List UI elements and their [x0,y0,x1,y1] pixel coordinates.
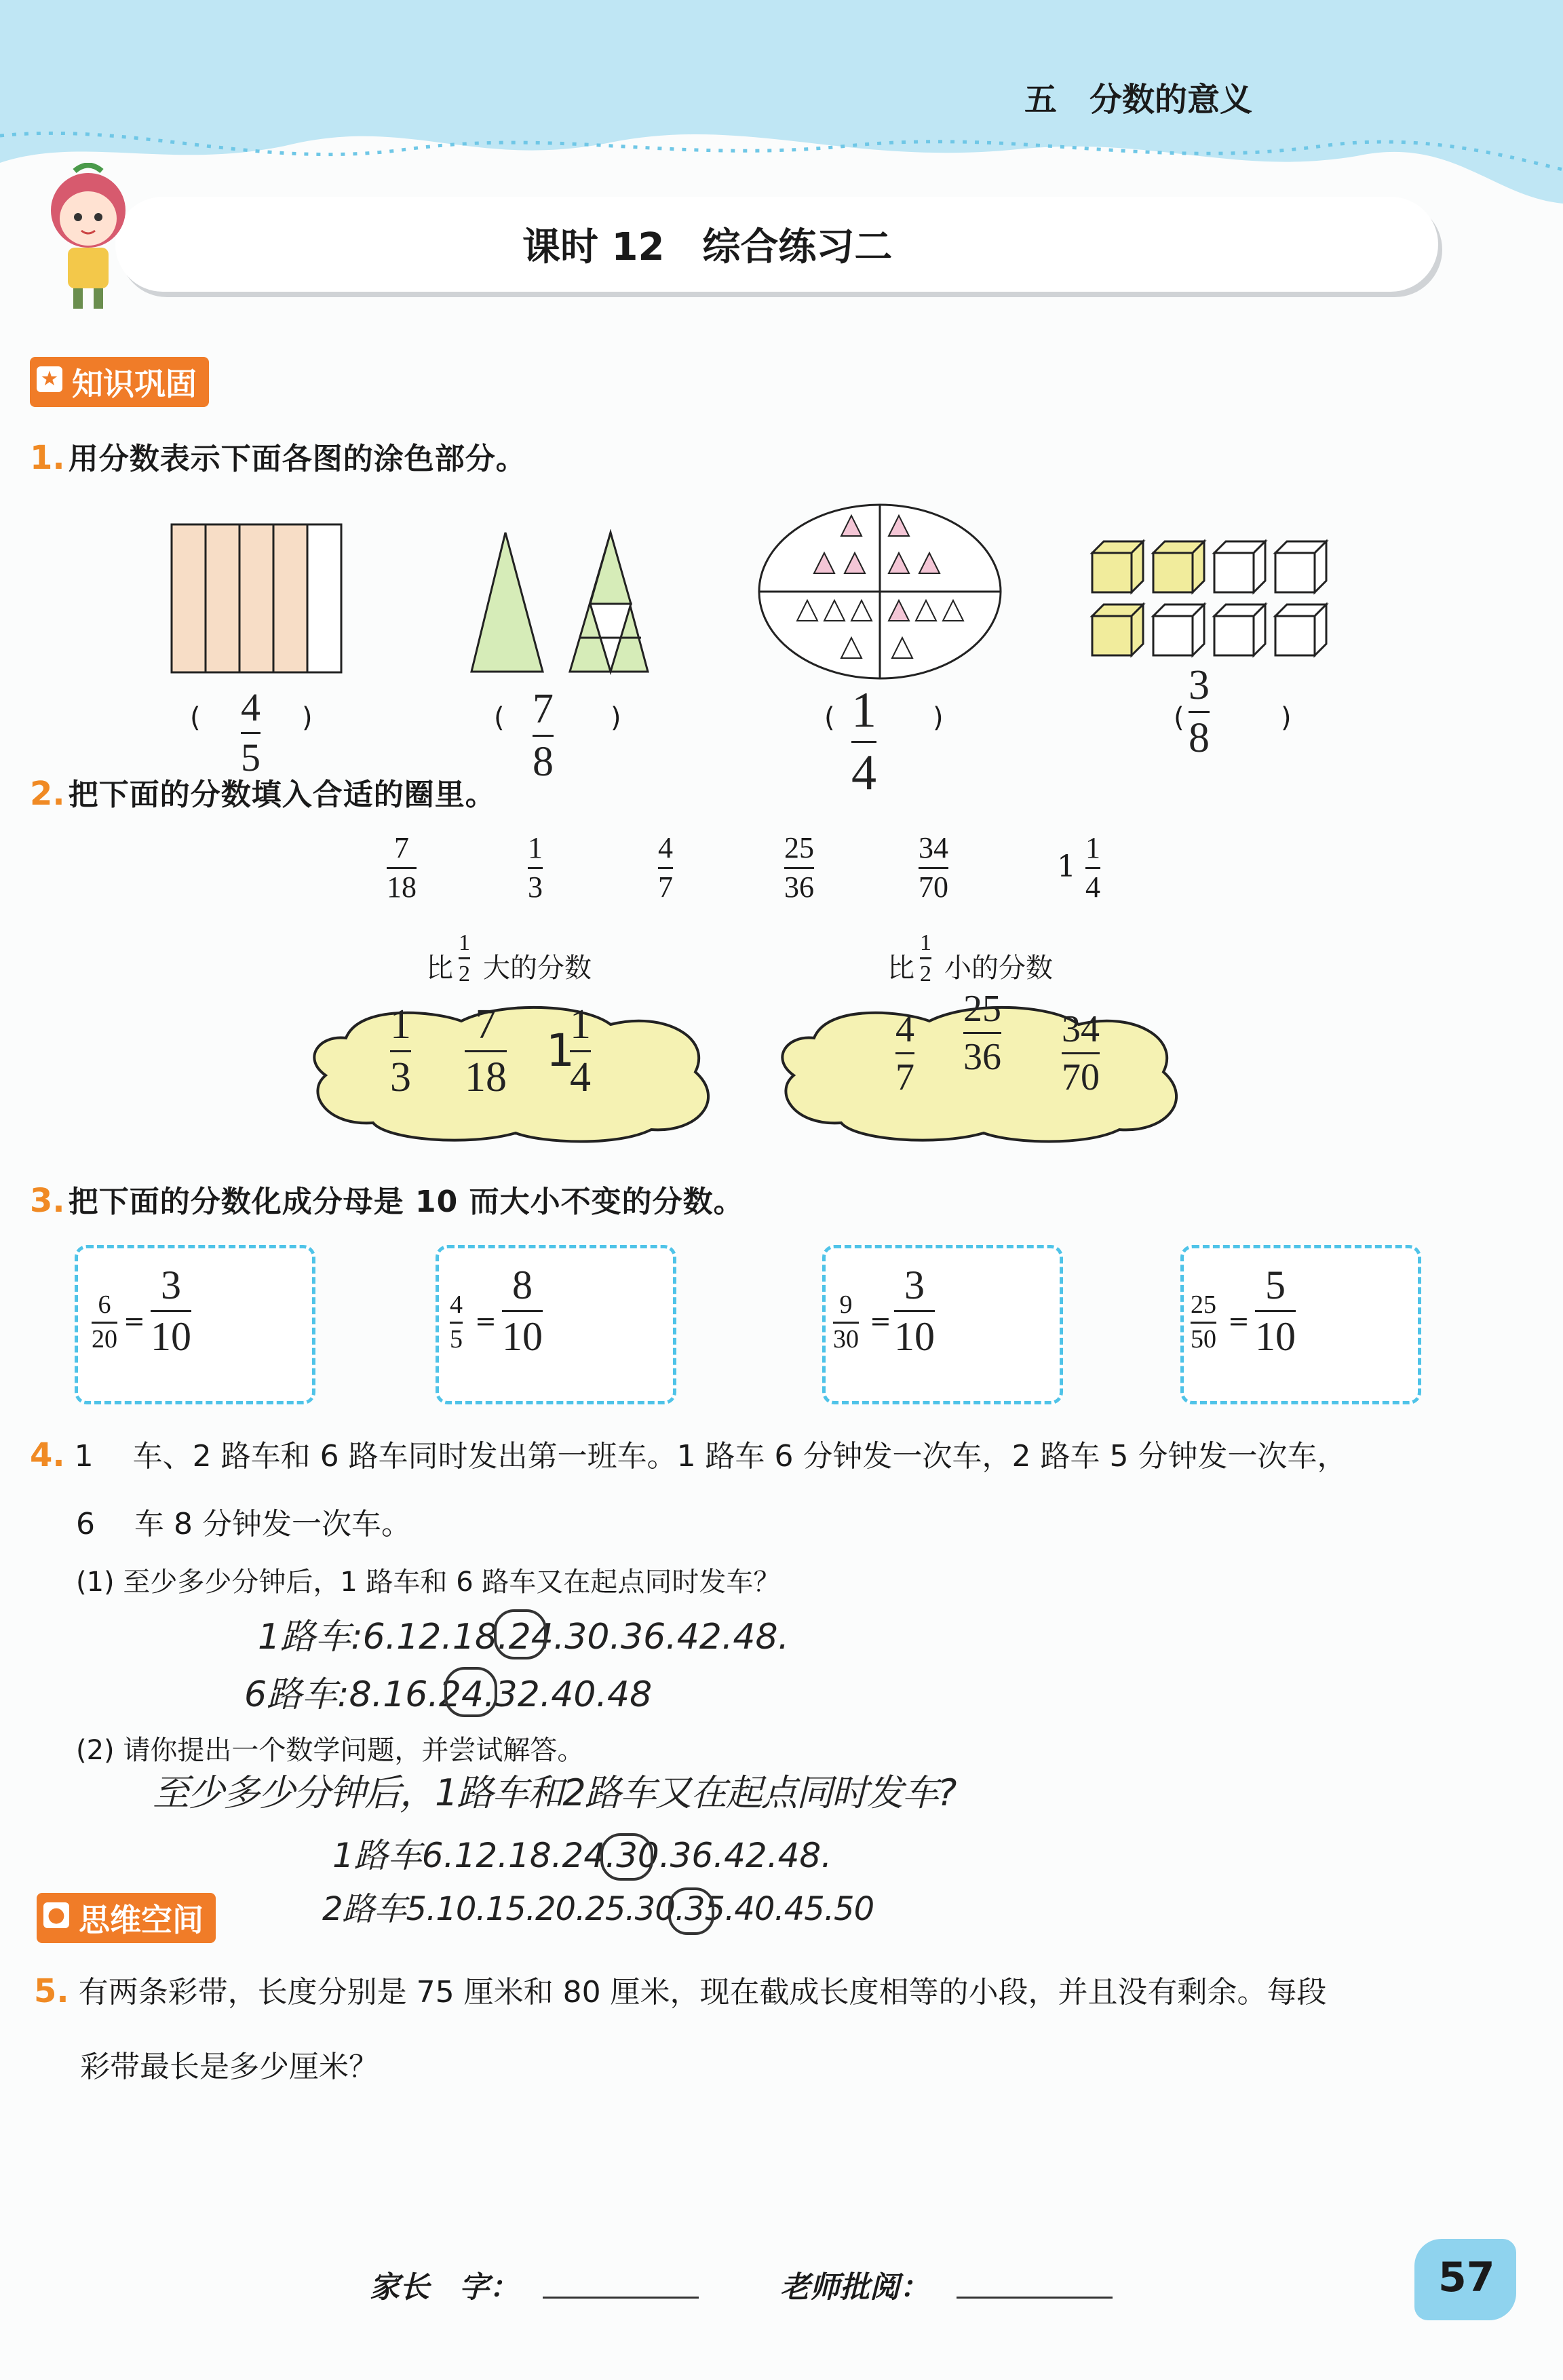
mascot-icon [47,163,129,312]
question-text: 把下面的分数化成分母是 10 而大小不变的分数。 [68,1185,744,1219]
circled-answer [600,1833,653,1881]
question-text-line-1: 有两条彩带，长度分别是 75 厘米和 80 厘米，现在截成长度相等的小段，并且没有剩余。每段 [78,1975,1327,2010]
answer-1-paren: ( [190,702,201,733]
lesson-title: 课时 12 综合练习二 [522,225,893,269]
question-4 [30,1432,1347,1475]
equals-sign: = [870,1306,891,1336]
unit-title: 五 分数的意义 [1024,81,1253,119]
work-line: 1路车6.12.18.24.30.36.42.48. [332,1836,832,1875]
parent-signature-line[interactable] [543,2297,699,2299]
question-number: 1. [30,439,65,477]
cloud-left-label-post: 大的分数 [483,953,592,984]
given-fraction: 6 20 [92,1290,117,1354]
fraction-item: 1 3 [528,831,543,904]
given-fraction: 9 30 [833,1290,859,1354]
work-line: 6路车:8.16.24.32.40.48 [244,1674,653,1715]
cloud-left-answer-whole: 1 [546,1024,575,1077]
section-badge-thinking: ● 思维空间 [37,1893,216,1943]
equals-sign: = [475,1306,497,1336]
cloud-left-answer: 1 4 [570,1001,591,1101]
cloud-right-answer: 4 7 [895,1008,914,1099]
answer-2-paren: ( [494,702,505,733]
half-fraction: 1 2 [459,930,470,987]
mixed-whole: 1 [1057,849,1076,884]
question-text: 用分数表示下面各图的涂色部分。 [68,442,526,476]
question-number: 4. [30,1436,65,1474]
cloud-right-label-post: 小的分数 [944,953,1053,984]
question-text: 把下面的分数填入合适的圈里。 [68,778,496,812]
equals-sign: = [123,1306,145,1336]
cloud-right-answer: 25 36 [963,988,1001,1079]
fraction-item: 7 18 [387,831,417,904]
page-number: 57 [1438,2254,1495,2301]
section-badge-knowledge: ★ 知识巩固 [30,357,209,407]
subquestion-2: (2) 请你提出一个数学问题，并尝试解答。 [76,1735,585,1766]
teacher-review-label: 老师批阅： [780,2270,929,2305]
figure-cubes [1089,536,1340,661]
answer-3-paren: ( [824,702,835,733]
answer-3: 1 4 [851,683,876,801]
question-text-line-2: 6 车 8 分钟发一次车。 [76,1507,411,1541]
answer-1-paren-close: ) [302,702,313,733]
question-number: 2. [30,775,65,813]
question-text-line-2: 彩带最长是多少厘米？ [80,2050,379,2084]
cloud-left-label-pre: 比 [426,953,453,984]
work-line: 1路车:6.12.18.24.30.36.42.48. [258,1617,790,1657]
answer-4-paren: ( [1174,702,1184,733]
given-fraction: 4 5 [450,1290,463,1354]
question-2 [30,770,496,813]
parent-signature-label: 家长 字： [370,2270,519,2305]
cloud-left-answer: 1 3 [390,1001,411,1101]
teacher-review-line[interactable] [957,2297,1113,2299]
conversion-box-2 [436,1245,676,1404]
question-3 [30,1177,744,1221]
answer-2-paren-close: ) [611,702,621,733]
fraction-item: 4 7 [658,831,673,904]
question-number: 3. [30,1182,65,1220]
question-number: 5. [34,1972,69,2010]
half-fraction: 1 2 [920,930,931,987]
answer-fraction: 5 10 [1255,1263,1296,1359]
cloud-right-label-pre: 比 [887,953,914,984]
question-text-line-1: 1 车、2 路车和 6 路车同时发出第一班车。1 路车 6 分钟发一次车，2 路车 5 分钟发一次车， [74,1439,1347,1474]
subquestion-1: (1) 至少多少分钟后，1 路车和 6 路车又在起点同时发车？ [76,1567,781,1598]
circled-answer [668,1887,714,1935]
conversion-box-4 [1180,1245,1421,1404]
work-line: 2路车5.10.15.20.25.30.35.40.45.50 [322,1890,874,1928]
fraction-item: 34 70 [919,831,948,904]
figure-ellipse-triangles [756,502,1004,682]
question-5 [34,1968,1327,2011]
fraction-item: 25 36 [784,831,814,904]
fraction-item: 1 4 [1085,831,1100,904]
star-icon: ★ [37,366,62,392]
answer-3-paren-close: ) [933,702,944,733]
figure-triangles [468,529,651,675]
circled-answer [444,1667,497,1717]
work-question: 至少多少分钟后，1路车和2路车又在起点同时发车? [153,1771,956,1814]
answer-fraction: 8 10 [502,1263,543,1359]
given-fraction: 25 50 [1191,1290,1216,1354]
answer-4: 3 8 [1189,662,1210,762]
header-band [0,0,1563,224]
lightbulb-icon: ● [43,1902,69,1928]
answer-fraction: 3 10 [894,1263,935,1359]
question-1 [30,434,526,478]
circled-answer [494,1609,547,1659]
answer-2: 7 8 [533,686,554,786]
equals-sign: = [1228,1306,1250,1336]
cloud-left-answer: 7 18 [465,1001,507,1101]
cloud-right-answer: 34 70 [1062,1008,1100,1099]
answer-4-paren-close: ) [1281,702,1292,733]
answer-fraction: 3 10 [151,1263,191,1359]
answer-1: 4 5 [241,685,260,780]
figure-strips [170,522,346,675]
